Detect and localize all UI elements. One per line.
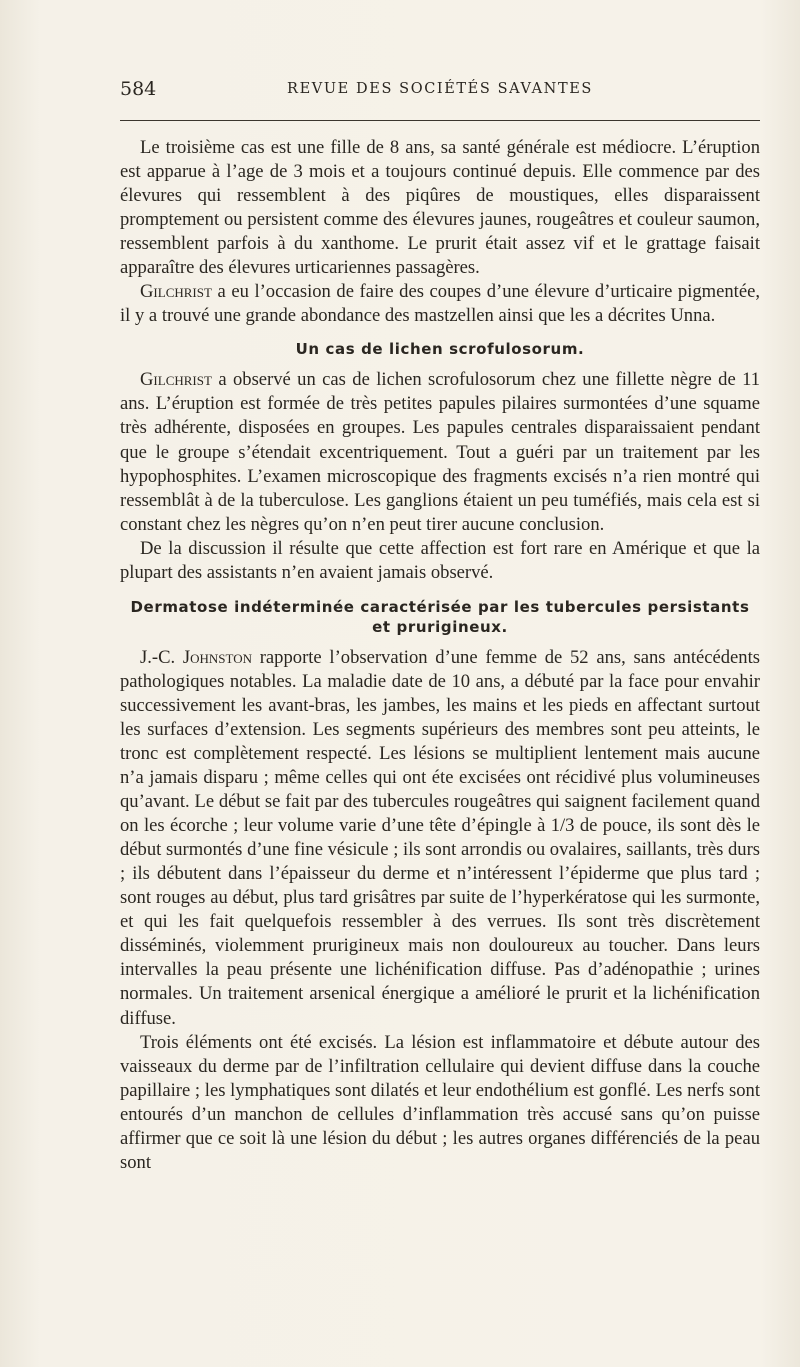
author-name: Gilchrist <box>140 281 212 303</box>
section-heading-lichen: Un cas de lichen scrofulosorum. <box>295 340 585 359</box>
author-initials: J.-C. <box>140 646 183 668</box>
paragraph-text: a observé un cas de lichen scrofulosorum chez une fillette nègre de 11 ans. L’éruption est formée de très petites papules pilaires surmontées d’une squame très adhérente, disposées en groupes. Les papules centrales disparaissaient pendant que le groupe s’étendait excentriquement. Tout a guéri par un traitement par les hypophosphites. L’examen microscopique des fragments excisés n’a rien montré qui ressemblât à de la tuberculose. Les ganglions étaient un peu tuméfiés, mais cela est si constant chez les nègres qu’on n’en peut tirer aucune conclusion. <box>120 369 760 535</box>
running-title: REVUE DES SOCIÉTÉS SAVANTES <box>287 81 593 97</box>
paragraph-case-three: Le troisième cas est une fille de 8 ans, sa santé générale est médiocre. L’éruption est apparue à l’age de 3 mois et a toujours continué depuis. Elle commence par des élevures qui ressemblent à des piqûres de moustiques, elles disparaissent promptement ou persistent comme des élevures jaunes, rougeâtres et couleur saumon, ressemblent parfois à du xanthome. Le prurit était assez vif et le grattage faisait apparaître des élevures urticariennes passagères. <box>120 137 760 279</box>
page-header <box>120 78 760 108</box>
section-heading-dermatose: Dermatose indéterminée caractérisée par les tubercules persistants et prurigineux. <box>130 597 750 636</box>
header-rule <box>120 120 760 121</box>
author-name: Gilchrist <box>140 369 212 391</box>
paragraph-gilchrist-urticaire <box>120 280 760 328</box>
paragraph-text: rapporte l’observation d’une femme de 52 ans, sans antécédents pathologiques notables. La maladie date de 10 ans, a débuté par la face pour envahir successivement les avant-bras, les jambes, les mains et les pieds en affectant surtout les surfaces d’extension. Les segments supérieurs des membres sont peu atteints, le tronc est complètement respecté. Les lésions se multiplient lentement mais aucune n’a jamais disparu ; même celles qui ont éte excisées ont récidivé plus volumineuses qu’avant. Le début se fait par des tubercules rougeâtres qui saignent facilement quand on les écorche ; leur volume varie d’une tête d’épingle à 1/3 de pouce, ils sont dès le début surmontés d’une fine vésicule ; ils sont arrondis ou ovalaires, saillants, très durs ; ils débutent dans l’épaisseur du derme et n’intéressent l’épiderme que plus tard ; sont rouges au début, plus tard grisâtres par suite de l’hyperkératose qui les surmonte, et qui les fait quelquefois ressembler à des verrues. Ils sont très discrètement disséminés, violemment prurigineux mais non douloureux au toucher. Dans leurs intervalles la peau présente une lichénification diffuse. Pas d’adénopathie ; urines normales. Un traitement arsenical énergique a amélioré le prurit et la lichénification diffuse. <box>120 646 760 1029</box>
paragraph-johnston <box>120 646 760 1031</box>
paragraph-gilchrist-lichen <box>120 368 760 536</box>
author-name: Johnston <box>182 646 252 668</box>
paragraph-histology: Trois éléments ont été excisés. La lésion est inflammatoire et débute autour des vaisseaux du derme par de l’infiltration cellulaire qui devient diffuse dans la couche papillaire ; les lymphatiques sont dilatés et leur endothélium est gonflé. Les nerfs sont entourés d’un manchon de cellules d’inflammation très accusé sans qu’on puisse affirmer que ce soit là une lésion du début ; les autres organes différenciés de la peau sont <box>120 1031 760 1173</box>
article-body <box>120 136 760 1175</box>
page-number: 584 <box>120 78 157 100</box>
paragraph-text: a eu l’occasion de faire des coupes d’une élevure d’urticaire pigmentée, il y a trouvé une grande abondance des mastzellen ainsi que les a décrites Unna. <box>120 281 760 327</box>
paragraph-discussion: De la discussion il résulte que cette affection est fort rare en Amérique et que la plupart des assistants n’en avaient jamais observé. <box>120 537 760 583</box>
